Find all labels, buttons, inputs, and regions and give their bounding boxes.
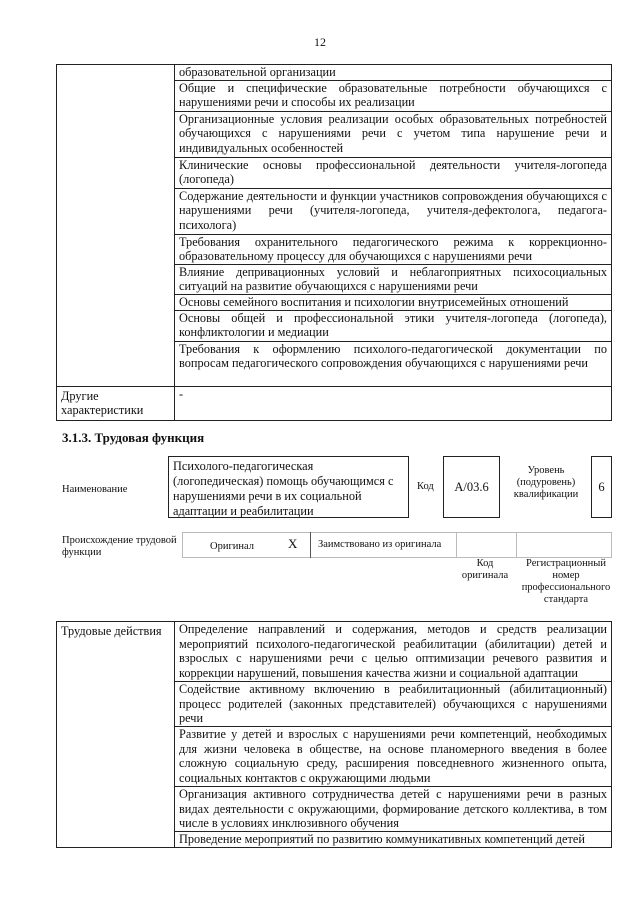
knowledge-label-cell [57,65,175,387]
other-characteristics-label: Другие характеристики [57,386,175,420]
origin-divider [310,532,311,558]
knowledge-item: Требования охранительного педагогического режима к коррекционно-образовательному процессу для обучающихся с нарушениями речи [175,234,612,264]
labor-action-item: Проведение мероприятий по развитию коммуникативных компетенций детей [175,832,612,848]
knowledge-item: Организационные условия реализации особых образовательных потребностей обучающихся с нарушениями речи с учетом типа нарушение речи и индивидуальных особенностей [175,111,612,157]
knowledge-item: Влияние депривационных условий и неблагоприятных психосоциальных ситуаций на развитие обучающихся с нарушениями речи [175,264,612,294]
labor-action-item: Содействие активному включению в реабилитационный (абилитационный) процесс родителей (законных представителей) обучающихся с нарушениями речи [175,682,612,727]
knowledge-table [56,64,612,421]
knowledge-item: Общие и специфические образовательные потребности обучающихся с нарушениями речи и способы их реализации [175,80,612,111]
labor-actions-table [56,621,612,848]
knowledge-item: Основы семейного воспитания и психологии внутрисемейных отношений [175,294,612,310]
knowledge-item: образовательной организации [175,65,612,81]
level-box: 6 [591,456,612,518]
code-label: Код [417,481,434,492]
labor-action-item: Организация активного сотрудничества детей с нарушениями речи в разных видах деятельности с окружающими, формирование детского коллектива, в том числе в условиях инклюзивного обучения [175,787,612,832]
origin-label: Происхождение трудовой функции [62,535,177,558]
origin-divider [516,532,517,558]
original-label: Оригинал [210,541,254,552]
borrowed-label: Заимствовано из оригинала [318,539,442,550]
function-name-box: Психолого-педагогическая (логопедическая) помощь обучающимся с нарушениями речи в их социальной адаптации и реабилитации [168,456,409,518]
knowledge-item: Основы общей и профессиональной этики учителя-логопеда (логопеда), конфликтологии и медиации [175,310,612,341]
knowledge-item: Клинические основы профессиональной деятельности учителя-логопеда (логопеда) [175,157,612,188]
level-label: Уровень (подуровень) квалификации [513,465,579,500]
page-number: 12 [314,35,326,49]
labor-action-item: Определение направлений и содержания, методов и средств реализации мероприятий психолого-педагогической реабилитации (абилитации) детей и взрослых с нарушениями речи с целью оптимизации речевого развития и коррекции нарушений, повышения качества жизни и социальной адаптации [175,622,612,682]
code-box: А/03.6 [443,456,500,518]
other-characteristics-value: - [175,386,612,420]
labor-actions-label: Трудовые действия [57,622,175,848]
code-original-caption: Код оригинала [461,558,509,581]
knowledge-item: Требования к оформлению психолого-педагогической документации по вопросам педагогического сопровождения обучающихся с нарушениями речи [175,341,612,386]
original-mark: X [288,536,298,551]
labor-action-item: Развитие у детей и взрослых с нарушениями речи компетенций, необходимых для жизни человека в обществе, на основе планомерного введения в более сложную социальную среду, расширения повседневного жизненного опыта, социальных контактов с окружающими людьми [175,727,612,787]
registration-caption: Регистрационный номер профессионального стандарта [521,558,611,605]
name-label: Наименование [62,484,128,495]
section-heading: 3.1.3. Трудовая функция [62,430,205,445]
origin-divider [456,532,457,558]
knowledge-item: Содержание деятельности и функции участников сопровождения обучающихся с нарушениями речи (учителя-логопеда, учителя-дефектолога, педагога-психолога) [175,188,612,234]
